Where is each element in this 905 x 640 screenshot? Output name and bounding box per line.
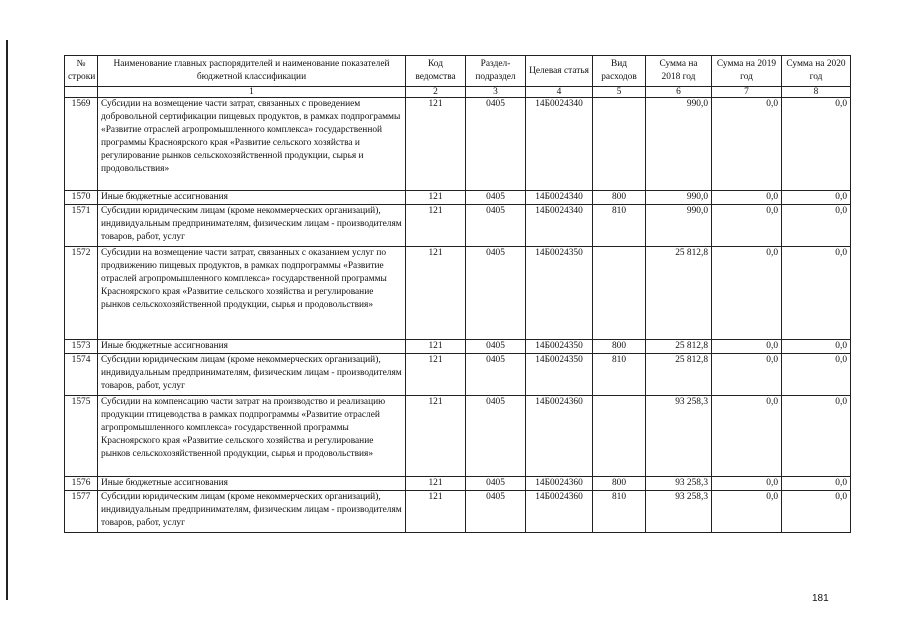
- expense-type: 810: [593, 491, 646, 533]
- table-row: [65, 491, 851, 533]
- table-row: [65, 247, 851, 340]
- row-name: Субсидии юридическим лицам (кроме некоммерческих организаций), индивидуальным предпринимателям, физическим лицам - производителям товаров, работ, услуг: [98, 354, 406, 396]
- section-code: 0405: [466, 191, 526, 205]
- header-sum-2020: Сумма на 2020 год: [782, 56, 851, 87]
- sum-2018: 93 258,3: [646, 477, 712, 491]
- sum-2018: 93 258,3: [646, 396, 712, 477]
- column-number: 3: [466, 87, 526, 98]
- target-article: 14Б0024340: [526, 205, 593, 247]
- row-name: Иные бюджетные ассигнования: [98, 191, 406, 205]
- row-name: Иные бюджетные ассигнования: [98, 340, 406, 354]
- header-name: Наименование главных распорядителей и наименование показателей бюджетной классификации: [98, 56, 406, 87]
- budget-table: [64, 55, 851, 533]
- section-code: 0405: [466, 205, 526, 247]
- row-number: 1571: [65, 205, 98, 247]
- row-name: Субсидии юридическим лицам (кроме некоммерческих организаций), индивидуальным предпринимателям, физическим лицам - производителям товаров, работ, услуг: [98, 205, 406, 247]
- row-number: 1572: [65, 247, 98, 340]
- section-code: 0405: [466, 98, 526, 191]
- table-row: [65, 396, 851, 477]
- page-binding-line: [6, 40, 8, 600]
- column-number: 1: [98, 87, 406, 98]
- expense-type: [593, 396, 646, 477]
- dept-code: 121: [406, 205, 466, 247]
- target-article: 14Б0024350: [526, 354, 593, 396]
- page-number: 181: [812, 593, 829, 604]
- header-row-number: № строки: [65, 56, 98, 87]
- sum-2019: 0,0: [712, 491, 782, 533]
- row-number: 1576: [65, 477, 98, 491]
- section-code: 0405: [466, 354, 526, 396]
- column-number: 6: [646, 87, 712, 98]
- target-article: 14Б0024360: [526, 396, 593, 477]
- sum-2020: 0,0: [782, 477, 851, 491]
- sum-2019: 0,0: [712, 247, 782, 340]
- column-number: [65, 87, 98, 98]
- sum-2019: 0,0: [712, 340, 782, 354]
- sum-2018: 25 812,8: [646, 247, 712, 340]
- target-article: 14Б0024350: [526, 247, 593, 340]
- dept-code: 121: [406, 477, 466, 491]
- header-section: Раздел-подраздел: [466, 56, 526, 87]
- expense-type: 800: [593, 477, 646, 491]
- section-code: 0405: [466, 396, 526, 477]
- table-row: [65, 191, 851, 205]
- sum-2018: 990,0: [646, 98, 712, 191]
- table-row: [65, 477, 851, 491]
- header-sum-2018: Сумма на 2018 год: [646, 56, 712, 87]
- target-article: 14Б0024340: [526, 191, 593, 205]
- sum-2018: 25 812,8: [646, 340, 712, 354]
- expense-type: [593, 98, 646, 191]
- column-number: 5: [593, 87, 646, 98]
- row-name: Субсидии на компенсацию части затрат на производство и реализацию продукции птицеводства в рамках подпрограммы «Развитие отраслей агропромышленного комплекса» государственной программы Красноярского края «Развитие сельского хозяйства и регулирование рынков сельскохозяйственной продукции, сырья и продовольствия»: [98, 396, 406, 477]
- table-row: [65, 354, 851, 396]
- table-row: [65, 98, 851, 191]
- sum-2020: 0,0: [782, 247, 851, 340]
- dept-code: 121: [406, 191, 466, 205]
- dept-code: 121: [406, 98, 466, 191]
- row-number: 1569: [65, 98, 98, 191]
- column-number: 7: [712, 87, 782, 98]
- sum-2020: 0,0: [782, 98, 851, 191]
- dept-code: 121: [406, 247, 466, 340]
- row-number: 1575: [65, 396, 98, 477]
- row-name: Субсидии юридическим лицам (кроме некоммерческих организаций), индивидуальным предпринимателям, физическим лицам - производителям товаров, работ, услуг: [98, 491, 406, 533]
- expense-type: 810: [593, 205, 646, 247]
- sum-2019: 0,0: [712, 354, 782, 396]
- section-code: 0405: [466, 340, 526, 354]
- table-row: [65, 340, 851, 354]
- sum-2020: 0,0: [782, 205, 851, 247]
- row-number: 1570: [65, 191, 98, 205]
- column-number-row: [65, 87, 851, 98]
- expense-type: 810: [593, 354, 646, 396]
- row-number: 1573: [65, 340, 98, 354]
- dept-code: 121: [406, 354, 466, 396]
- sum-2020: 0,0: [782, 491, 851, 533]
- sum-2018: 990,0: [646, 205, 712, 247]
- expense-type: 800: [593, 340, 646, 354]
- sum-2019: 0,0: [712, 477, 782, 491]
- sum-2020: 0,0: [782, 340, 851, 354]
- expense-type: [593, 247, 646, 340]
- section-code: 0405: [466, 491, 526, 533]
- target-article: 14Б0024340: [526, 98, 593, 191]
- column-number: 2: [406, 87, 466, 98]
- section-code: 0405: [466, 247, 526, 340]
- target-article: 14Б0024360: [526, 491, 593, 533]
- sum-2018: 93 258,3: [646, 491, 712, 533]
- sum-2019: 0,0: [712, 191, 782, 205]
- header-dept-code: Код ведомства: [406, 56, 466, 87]
- sum-2020: 0,0: [782, 191, 851, 205]
- header-sum-2019: Сумма на 2019 год: [712, 56, 782, 87]
- section-code: 0405: [466, 477, 526, 491]
- header-expense-type: Вид расходов: [593, 56, 646, 87]
- table-row: [65, 205, 851, 247]
- target-article: 14Б0024360: [526, 477, 593, 491]
- sum-2018: 25 812,8: [646, 354, 712, 396]
- expense-type: 800: [593, 191, 646, 205]
- column-number: 4: [526, 87, 593, 98]
- row-number: 1574: [65, 354, 98, 396]
- header-target-article: Целевая статья: [526, 56, 593, 87]
- target-article: 14Б0024350: [526, 340, 593, 354]
- column-number: 8: [782, 87, 851, 98]
- dept-code: 121: [406, 340, 466, 354]
- sum-2018: 990,0: [646, 191, 712, 205]
- row-name: Субсидии на возмещение части затрат, связанных с оказанием услуг по продвижению пищевых продуктов, в рамках подпрограммы «Развитие отраслей агропромышленного комплекса» государственной программы Красноярского края «Развитие сельского хозяйства и регулирование рынков сельскохозяйственной продукции, сырья и продовольствия»: [98, 247, 406, 340]
- sum-2019: 0,0: [712, 205, 782, 247]
- dept-code: 121: [406, 491, 466, 533]
- row-number: 1577: [65, 491, 98, 533]
- row-name: Иные бюджетные ассигнования: [98, 477, 406, 491]
- sum-2019: 0,0: [712, 396, 782, 477]
- sum-2020: 0,0: [782, 354, 851, 396]
- row-name: Субсидии на возмещение части затрат, связанных с проведением добровольной сертификации пищевых продуктов, в рамках подпрограммы «Развитие отраслей агропромышленного комплекса» государственной программы Красноярского края «Развитие сельского хозяйства и регулирование рынков сельскохозяйственной продукции, сырья и продовольствия»: [98, 98, 406, 191]
- sum-2019: 0,0: [712, 98, 782, 191]
- table-header-row: [65, 56, 851, 87]
- dept-code: 121: [406, 396, 466, 477]
- sum-2020: 0,0: [782, 396, 851, 477]
